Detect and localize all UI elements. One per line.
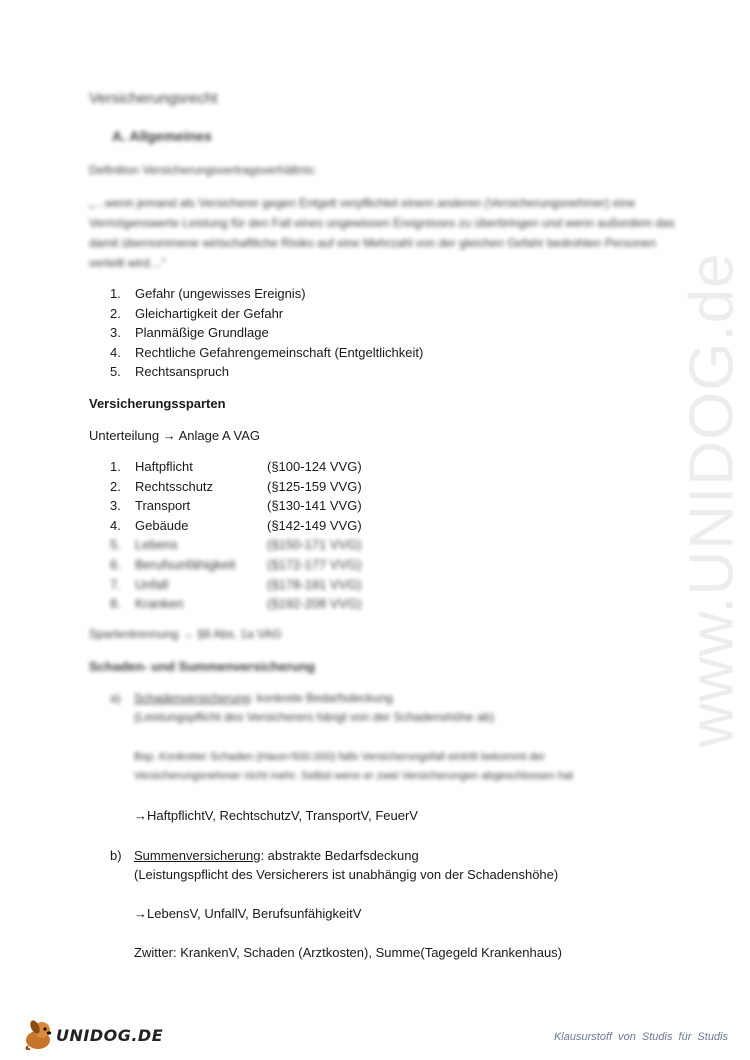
document-title: Versicherungsrecht <box>89 90 218 107</box>
sparte-name: Lebens <box>135 537 178 553</box>
sparte-name: Kranken <box>135 596 184 612</box>
law-reference: (§142-149 VVG) <box>267 517 362 533</box>
list-number: 5. <box>110 364 121 380</box>
item-a-example1: Bsp. Konkreter Schaden (Haus=500.000) falls Versicherungsfall eintritt bekommt der <box>134 751 546 763</box>
list-item <box>110 362 423 382</box>
sparte-name: Haftpflicht <box>135 459 193 474</box>
list-number: 4. <box>110 517 121 533</box>
dog-logo-icon <box>22 1018 58 1052</box>
item-b-zwitter: Zwitter: KrankenV, Schaden (Arztkosten), Summe(Tagegeld Krankenhaus) <box>134 945 563 960</box>
list-item <box>110 496 362 516</box>
sparte-name: Unfall <box>135 576 169 592</box>
item-a-term: Schadenversicherung <box>134 691 251 705</box>
sparten-list <box>110 457 362 614</box>
unidog-logo-text: UNIDOG.DE <box>56 1026 164 1045</box>
list-item <box>110 304 423 324</box>
law-reference: (§178-191 VVG) <box>267 576 362 592</box>
footer-tagline: Klausurstoff von Studis für Studis <box>553 1031 728 1043</box>
item-b-rest: : abstrakte Bedarfsdeckung <box>260 848 419 863</box>
list-text: Rechtliche Gefahrengemeinschaft (Entgeltlichkeit) <box>135 344 424 360</box>
sparte-name: Transport <box>135 498 191 514</box>
list-number: 5. <box>110 537 121 553</box>
item-a-line2: (Leistungspflicht des Versicherers hängt von der Schadenshöhe ab) <box>134 710 495 724</box>
definition-quote: „…wenn jemand als Versicherer gegen Entgelt verpflichtet einem anderen (Versicherungsnehmer) eine Vermögenswerte Leistung für den Fall eines ungewissen Ereignisses zu überbringen und wenn außerdem das damit übernommene wirtschaftliche Risiko auf eine Mehrzahl von der gleichen Gefahr bedrohten Personen verteilt wird…“ <box>89 196 675 270</box>
law-reference: (§125-159 VVG) <box>267 478 362 494</box>
law-reference: (§192-208 VVG) <box>267 596 362 612</box>
list-number: 1. <box>110 286 121 301</box>
list-number: 2. <box>110 305 121 321</box>
list-text: Rechtsanspruch <box>135 364 229 380</box>
list-number: 3. <box>110 325 121 341</box>
list-item <box>110 323 423 343</box>
law-reference: (§150-171 VVG) <box>267 537 362 553</box>
definition-title: Definition Versicherungsvertragsverhältnis: <box>89 163 317 177</box>
list-number: 3. <box>110 498 121 514</box>
list-item <box>110 477 362 497</box>
section-heading-allgemeines: A. Allgemeines <box>112 128 212 144</box>
list-text: Gefahr (ungewisses Ereignis) <box>135 286 306 301</box>
list-number: 6. <box>110 556 121 572</box>
list-item <box>110 343 423 363</box>
item-b-term: Summenversicherung <box>134 848 261 863</box>
list-item <box>110 516 362 536</box>
list-text: Planmäßige Grundlage <box>135 325 269 341</box>
list-item <box>110 457 362 477</box>
law-reference: (§130-141 VVG) <box>267 498 362 514</box>
law-reference: (§100-124 VVG) <box>267 459 362 474</box>
item-b-line1 <box>134 846 419 865</box>
list-item <box>110 594 362 614</box>
list-item <box>110 555 362 575</box>
sparte-name: Gebäude <box>135 517 189 533</box>
sparte-name: Rechtsschutz <box>135 478 214 494</box>
list-item <box>110 535 362 555</box>
item-a-examples: →HaftpflichtV, RechtschutzV, TransportV, FeuerV <box>134 808 418 823</box>
list-number: 7. <box>110 576 121 592</box>
item-a-example2: Versicherungsnehmer nicht mehr. Selbst wenn er zwei Versicherungen abgeschlossen hat <box>134 770 574 782</box>
unterteilung-line: Unterteilung → Anlage A VAG <box>89 428 261 443</box>
sparten-heading: Versicherungssparten <box>89 396 226 411</box>
item-a-rest: : konkrete Bedarfsdeckung <box>250 691 393 705</box>
criteria-list <box>110 284 423 382</box>
sparte-name: Berufsunfähigkeit <box>135 556 236 572</box>
item-b-examples: →LebensV, UnfallV, BerufsunfähigkeitV <box>134 906 362 921</box>
list-number: 8. <box>110 596 121 612</box>
list-number: 2. <box>110 478 121 494</box>
item-a-line1 <box>134 689 393 708</box>
spartentrennung-line: Spartentrennung → §8 Abs. 1a VAG <box>89 627 282 641</box>
watermark: www.UNIDOG.de <box>677 252 747 748</box>
list-text: Gleichartigkeit der Gefahr <box>135 305 284 321</box>
list-number: 1. <box>110 459 121 474</box>
list-number: 4. <box>110 344 121 360</box>
law-reference: (§172-177 VVG) <box>267 556 362 572</box>
item-b-label: b) <box>110 848 122 863</box>
item-a-label: a) <box>110 691 121 705</box>
item-b-line2: (Leistungspflicht des Versicherers ist unabhängig von der Schadenshöhe) <box>134 867 559 882</box>
list-item <box>110 575 362 595</box>
schaden-heading: Schaden- und Summenversicherung <box>89 659 316 674</box>
list-item <box>110 284 423 304</box>
